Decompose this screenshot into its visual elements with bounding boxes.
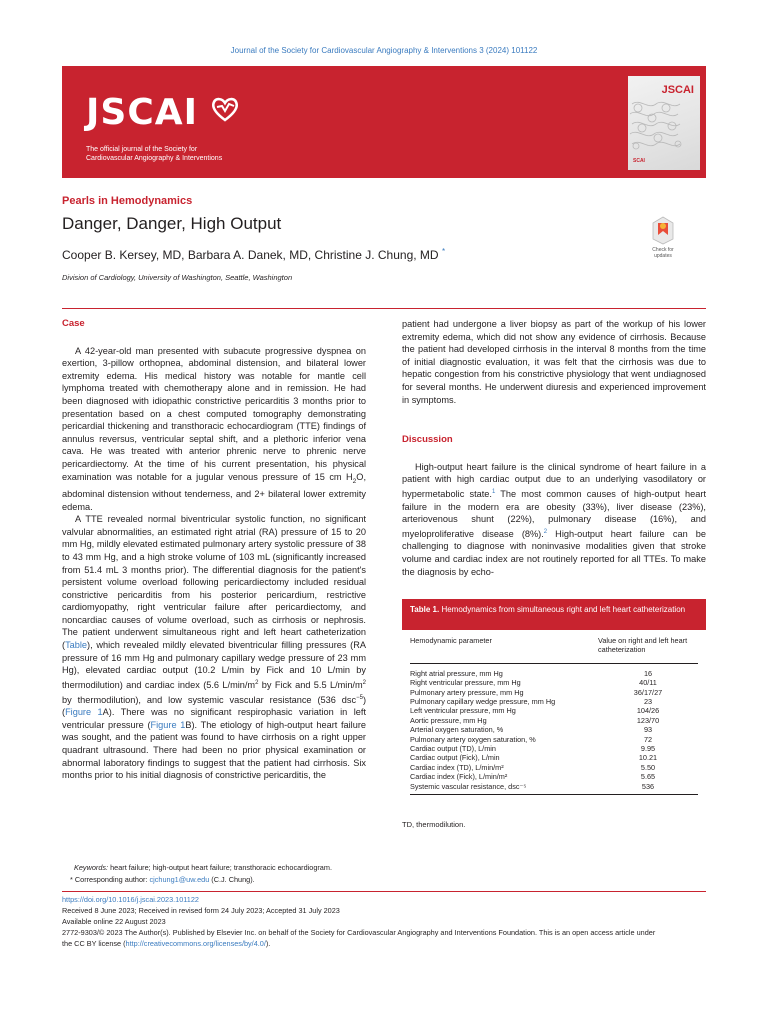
- article-title: Danger, Danger, High Output: [62, 214, 282, 233]
- article-section-label: Pearls in Hemodynamics: [62, 195, 193, 207]
- crossmark-icon: [650, 215, 676, 245]
- discussion-heading: Discussion: [402, 434, 453, 446]
- journal-logo: JSCAI: [86, 92, 198, 133]
- table-cell-parameter: Aortic pressure, mm Hg: [410, 715, 487, 725]
- author-affiliation: Division of Cardiology, University of Washington, Seattle, Washington: [62, 273, 293, 282]
- doi-link[interactable]: https://doi.org/10.1016/j.jscai.2023.101122: [62, 895, 199, 904]
- table-cell-parameter: Left ventricular pressure, mm Hg: [410, 706, 516, 716]
- table-cell-parameter: Pulmonary artery oxygen saturation, %: [410, 734, 536, 744]
- table-cell-parameter: Pulmonary capillary wedge pressure, mm Hg: [410, 697, 556, 707]
- table-cell-parameter: Systemic vascular resistance, dsc⁻⁵: [410, 781, 527, 791]
- right-column: [402, 318, 706, 578]
- journal-banner: [62, 66, 706, 178]
- online-date: Available online 22 August 2023: [62, 917, 166, 926]
- table-cell-parameter: Arterial oxygen saturation, %: [410, 725, 504, 735]
- article-history: Received 8 June 2023; Received in revised form 24 July 2023; Accepted 31 July 2023: [62, 906, 340, 915]
- journal-citation[interactable]: Journal of the Society for Cardiovascular Angiography & Interventions 3 (2024) 101122: [230, 46, 538, 55]
- reference-link[interactable]: 1: [491, 488, 496, 495]
- license-link-line: the CC BY license (http://creativecommons.org/licenses/by/4.0/).: [62, 939, 271, 948]
- check-for-updates-badge[interactable]: [646, 215, 680, 261]
- table-link[interactable]: Table: [65, 640, 88, 651]
- table-cell-parameter: Cardiac index (TD), L/min/m²: [410, 762, 504, 772]
- table-cell-value: 40/11: [639, 678, 657, 688]
- footnote-rule: [62, 891, 706, 892]
- table-cell-value: 104/26: [636, 706, 660, 716]
- table-cell-parameter: Right atrial pressure, mm Hg: [410, 668, 503, 678]
- left-column: [62, 318, 366, 782]
- tagline-line-1: The official journal of the Society for: [86, 146, 198, 153]
- crossmark-label: Check for updates: [652, 247, 674, 259]
- author-list: Cooper B. Kersey, MD, Barbara A. Danek, MD, Christine J. Chung, MD: [62, 248, 439, 262]
- figure-link[interactable]: Figure 1: [150, 719, 186, 730]
- case-paragraph-1: A 42-year-old man presented with subacute progressive dyspnea on exertion, 3-pillow orthopnea, abdominal distension, and bilateral lower extremity edema. His medical history was notable for mantle cell lymphoma treated with chemotherapy alone and in remission. He had been diagnosed with idiopathic constrictive pericarditis 3 months prior to presentation based on a chest computed tomography demonstrating pericardial thickening and transthoracic echocardiogram (TTE) findings of annulus reversus, ventricular septal shift, and a plethoric inferior vena cava. He was treated with anterior phrenic nerve to phrenic nerve pericardiectomy. At the time of his current presentation, his physical examination was notable for a jugular venous pressure of 15 cm $H_2O$, abdominal distension without tenderness, and 2+ bilateral lower extremity edema.: [62, 345, 366, 512]
- hemodynamics-table: [402, 599, 706, 795]
- table-cell-value: 9.95: [640, 744, 656, 754]
- table-title: Hemodynamics from simultaneous right and left heart catheterization: [441, 605, 686, 614]
- table-row: [402, 688, 706, 697]
- table-cell-value: 16: [643, 668, 653, 678]
- table-cell-parameter: Right ventricular pressure, mm Hg: [410, 678, 521, 688]
- keywords-line: Keywords: heart failure; high-output heart failure; transthoracic echocardiogram.: [74, 863, 332, 872]
- table-row: [402, 763, 706, 772]
- corresponding-author-note: * Corresponding author: cjchung1@uw.edu (C.J. Chung).: [70, 875, 255, 884]
- table-cell-parameter: Pulmonary artery pressure, mm Hg: [410, 687, 524, 697]
- reference-link[interactable]: 2: [543, 528, 548, 535]
- corresponding-author-link[interactable]: *: [441, 247, 446, 256]
- table-cell-value: 23: [643, 697, 653, 707]
- table-row: [402, 706, 706, 715]
- table-cell-value: 36/17/27: [633, 687, 663, 697]
- table-header-row: [402, 630, 706, 655]
- table-row: [402, 725, 706, 734]
- header-rule: [62, 308, 706, 309]
- tagline-line-2: Cardiovascular Angiography & Interventions: [86, 155, 223, 162]
- cover-footer-logo: SCAI: [633, 158, 645, 164]
- author-email-link[interactable]: cjchung1@uw.edu: [149, 875, 210, 884]
- case-paragraph-2: A TTE revealed normal biventricular systolic function, no significant valvular abnormalities, an estimated right atrial (RA) pressure of 15 to 20 mm Hg, mildly elevated estimated pulmonary artery systolic pressure of 38 to 43 mm Hg, and a high stroke volume of 103 mL (significantly increased from 51.4 mL 3 months prior). The differential diagnosis for the patient's persistent volume overload following pericardiectomy included residual constrictive pericarditis from his posterior pericardium, restrictive cardiomyopathy, right ventricular failure after pericardiectomy, and noncardiac causes of volume overload, such as cirrhosis or nephrosis. The patient underwent simultaneous right and left heart catheterization (Table), which revealed mildly elevated biventricular filling pressures (RA pressure of 16 mm Hg and pulmonary capillary wedge pressure of 23 mm Hg), elevated cardiac output (10.2 L/min by Fick and 10 L/min by thermodilution) and cardiac index (5.6 $L/\min/m^2$ by Fick and 5.5 $L/\min/m^2$ by thermodilution), and low systemic vascular resistance (536 dsc$^{-5}$) (Figure 1A). There was no significant respirophasic variation in left ventricular pressure (Figure 1B). The etiology of high-output heart failure was sought, and the patient was found to have cirrhosis on a right upper quadrant ultrasound. There had been no prior physical examination or abnormal laboratory findings to suggest that the patient had cirrhosis. Six months prior to his initial diagnosis of constrictive pericarditis, the: [62, 514, 366, 781]
- article-authors: [62, 247, 445, 262]
- table-cell-value: 72: [643, 734, 653, 744]
- table-cell-value: 10.21: [638, 753, 658, 763]
- figure-link[interactable]: Figure 1: [65, 707, 103, 718]
- license-link[interactable]: http://creativecommons.org/licenses/by/4.0/: [125, 939, 266, 948]
- table-column-header: Hemodynamic parameter: [410, 636, 492, 645]
- table-body: [402, 669, 706, 791]
- table-caption: [402, 599, 706, 630]
- table-label: Table 1.: [410, 605, 440, 614]
- case-paragraph-3: patient had undergone a liver biopsy as part of the workup of his lower extremity edema, which did not show any evidence of cirrhosis. Because the patient had developed cirrhosis in the interval 8 months from the time of initial diagnostic evaluation, it was felt that the cirrhosis was due to hepatic congestion from his constrictive physiology that went undiagnosed for several months. He underwent diuresis and experienced improvement in symptoms.: [402, 319, 706, 405]
- table-cell-parameter: Cardiac output (Fick), L/min: [410, 753, 500, 763]
- table-row: [402, 735, 706, 744]
- table-row: [402, 753, 706, 762]
- table-row: [402, 697, 706, 706]
- keywords-label: Keywords:: [74, 863, 109, 872]
- table-cell-value: 5.50: [640, 762, 656, 772]
- table-row: [402, 744, 706, 753]
- table-cell-parameter: Cardiac output (TD), L/min: [410, 744, 496, 754]
- cover-mesh-graphic: [628, 96, 700, 156]
- table-cell-value: 5.65: [640, 772, 656, 782]
- table-bottom-rule: [410, 794, 698, 795]
- table-row: [402, 669, 706, 678]
- table-cell-value: 123/70: [636, 715, 660, 725]
- license-statement: 2772-9303/© 2023 The Author(s). Published by Elsevier Inc. on behalf of the Society for Cardiovascular Angiography and Interventions Foundation. This is an open access article under: [62, 928, 656, 937]
- table-row: [402, 716, 706, 725]
- table-cell-value: 536: [641, 781, 655, 791]
- table-column-header: Value on right and left heart catheterization: [598, 636, 688, 655]
- case-heading: Case: [62, 318, 85, 329]
- table-row: [402, 678, 706, 687]
- cover-logo: JSCAI: [661, 84, 694, 96]
- table-cell-value: 93: [643, 725, 653, 735]
- discussion-paragraph-1: High-output heart failure is the clinical syndrome of heart failure in a patient with high cardiac output due to an underlying vasodilatory or hypermetabolic state.$^1$ The most common causes of high-output heart failure in the modern era are obesity (33%), liver disease (23%), arteriovenous shunt (22%), pulmonary disease (16%), and myeloproliferative disease (8%).$^2$ High-output heart failure can be challenging to diagnose with noninvasive modalities given that stroke volume and cardiac index are not routinely reported for all TTEs. To make the diagnosis by echo-: [402, 461, 707, 577]
- table-cell-parameter: Cardiac index (Fick), L/min/m²: [410, 772, 508, 782]
- table-row: [402, 782, 706, 791]
- heart-logo-icon: [210, 94, 240, 124]
- table-header-rule: [410, 663, 698, 664]
- journal-cover-thumbnail[interactable]: [628, 76, 700, 170]
- journal-tagline: [86, 145, 222, 163]
- table-row: [402, 772, 706, 781]
- table-footnote: TD, thermodilution.: [402, 820, 466, 829]
